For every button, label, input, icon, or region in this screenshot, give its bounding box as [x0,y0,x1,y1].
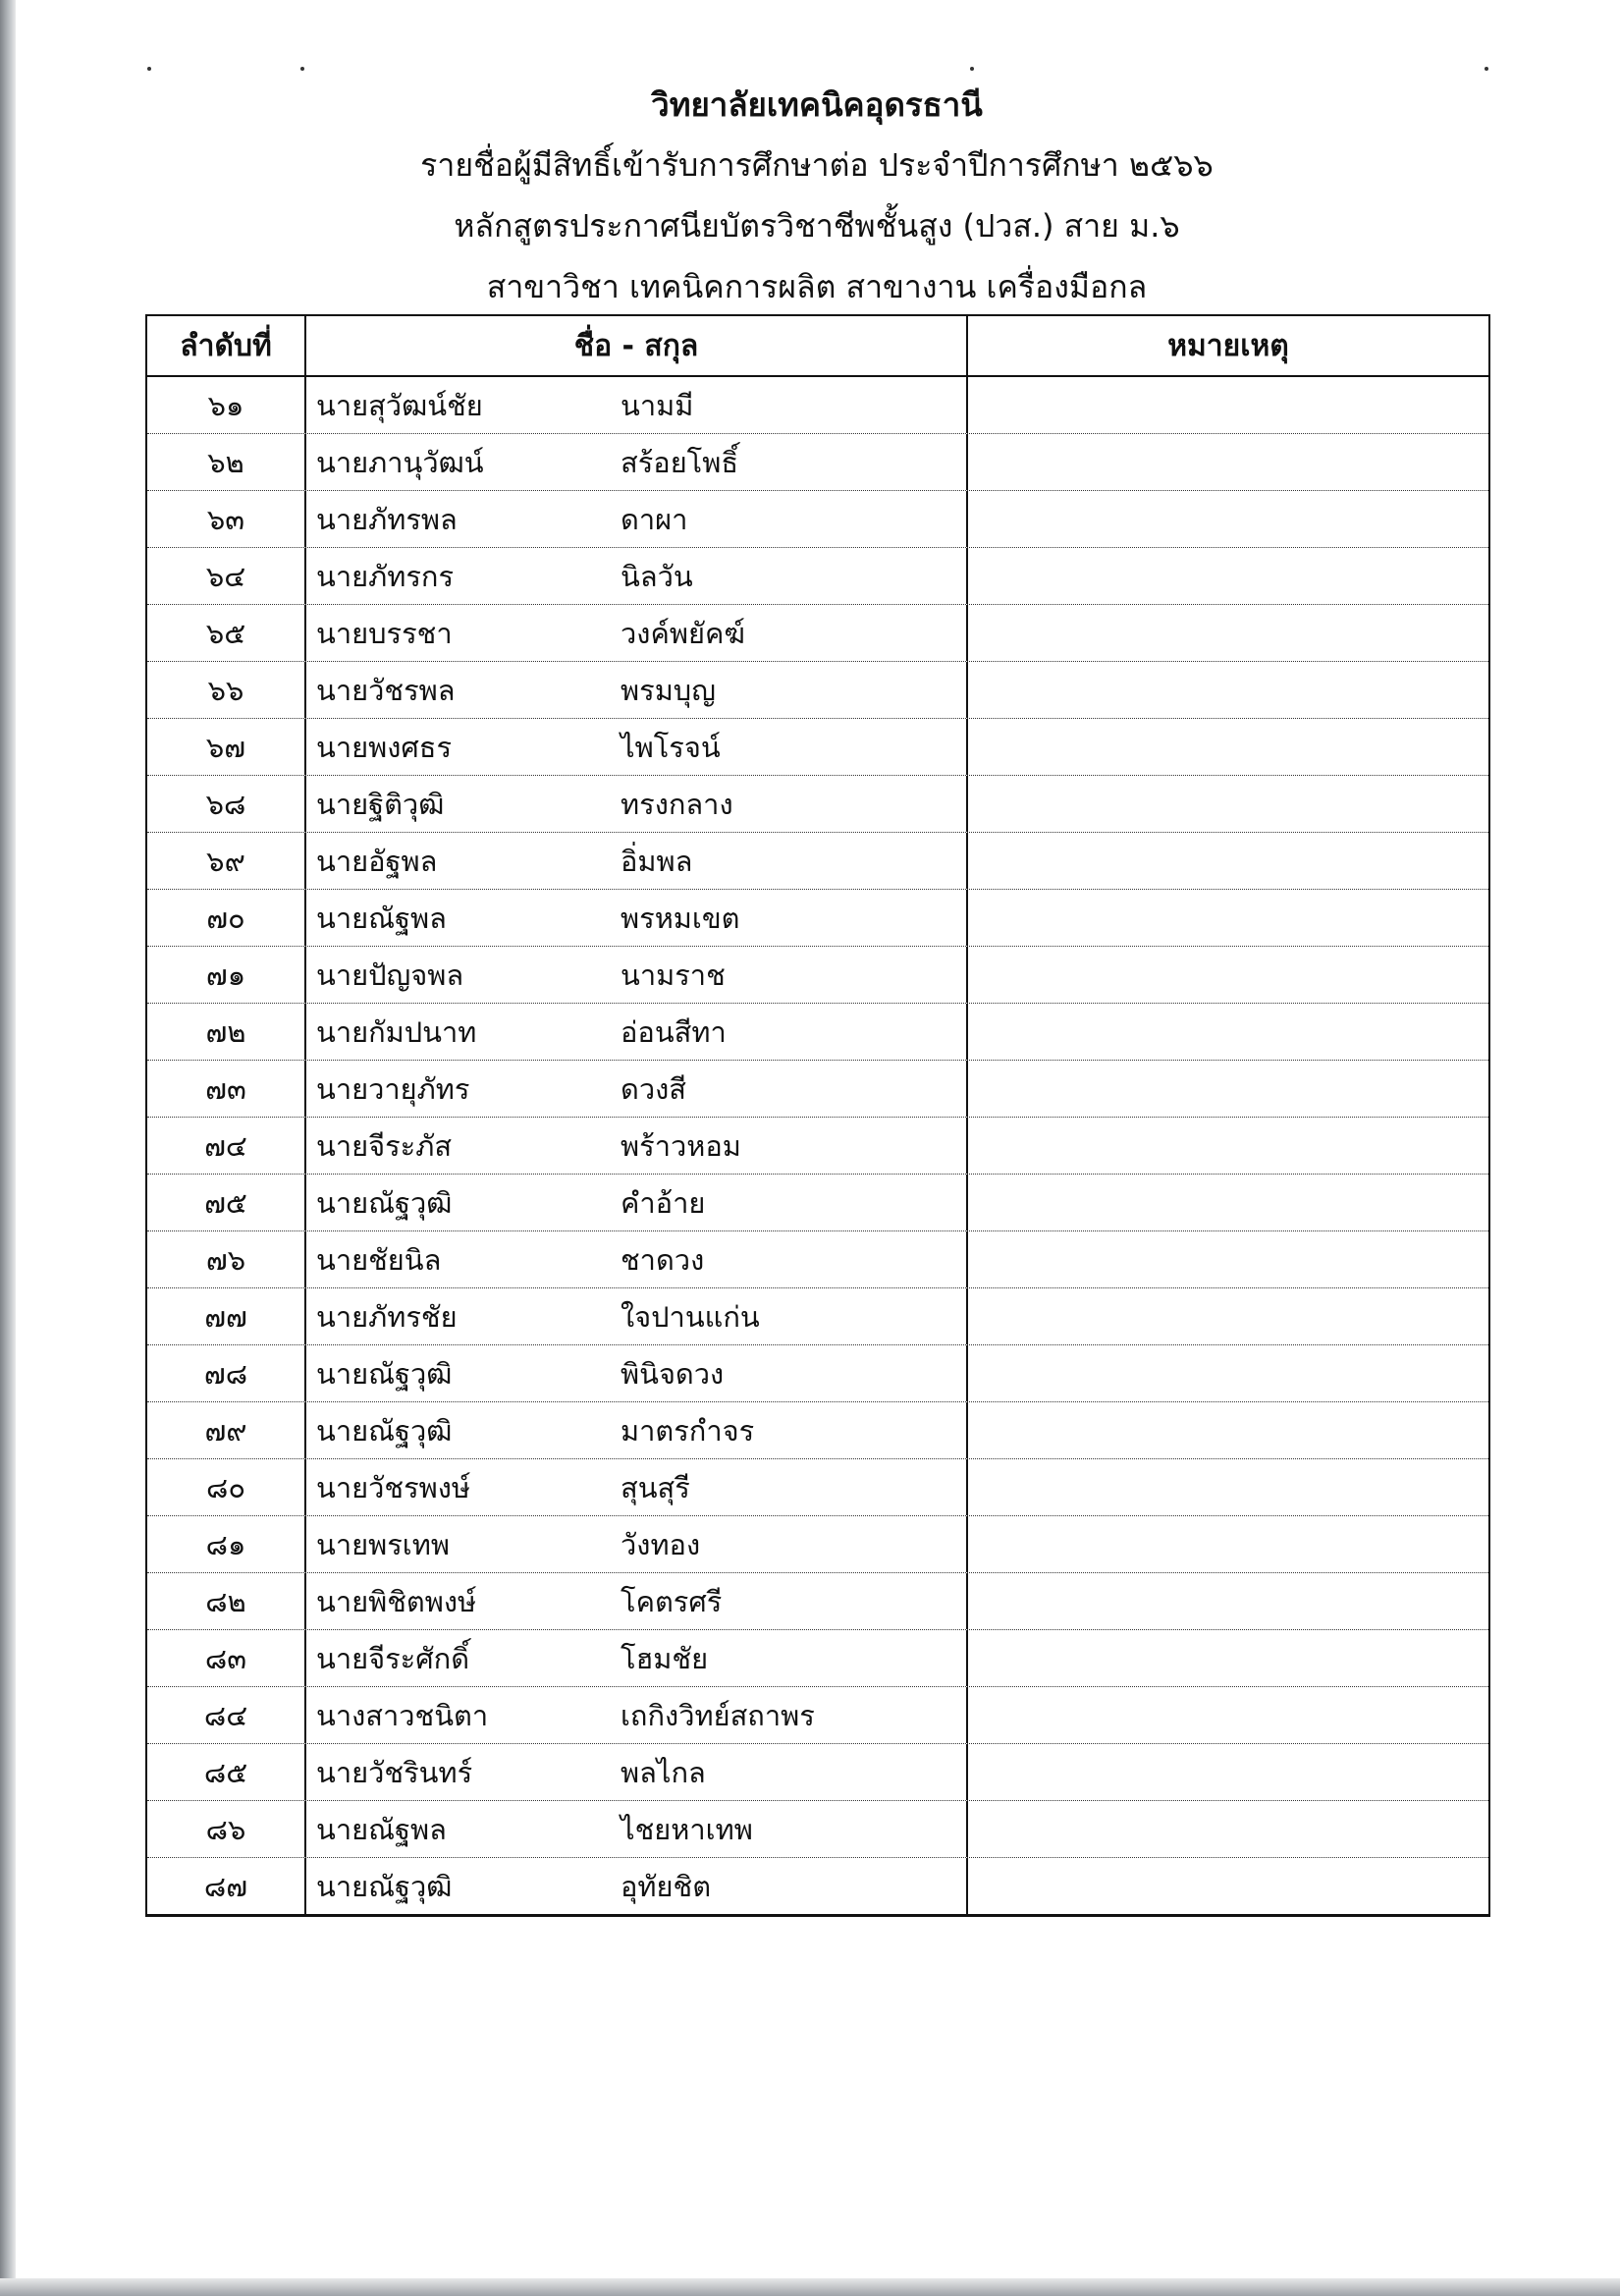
table-row [147,434,1488,491]
first-name: นายพรเทพ [316,1527,450,1561]
document-title: วิทยาลัยเทคนิคอุดรธานี [651,85,983,124]
row-number: ๖๖ [147,662,306,718]
scan-speck [970,67,974,71]
last-name: นิลวัน [621,559,693,593]
first-name: นายณัฐพล [316,1812,447,1846]
table-row [147,1687,1488,1744]
remark-cell [968,1459,1488,1515]
first-name: นายบรรชา [316,616,453,650]
remark-cell [968,1801,1488,1857]
first-name: นายภัทรชัย [316,1299,458,1334]
last-name: ไพโรจน์ [621,730,721,764]
full-name-cell [306,1801,968,1857]
full-name-cell [306,662,968,718]
first-name: นายวัชรินทร์ [316,1755,473,1789]
table-row [147,1231,1488,1288]
first-name: นายวัชรพงษ์ [316,1470,471,1504]
first-name: นายณัฐวุฒิ [316,1356,453,1391]
table-header-row [147,316,1488,377]
last-name: นามราช [621,957,726,992]
first-name: นายณัฐพล [316,901,447,935]
scan-left-edge [0,0,16,2296]
full-name-cell [306,1231,968,1287]
table-row [147,776,1488,833]
row-number: ๗๖ [147,1231,306,1287]
remark-cell [968,605,1488,661]
last-name: โฮมชัย [621,1641,709,1675]
table-row [147,1061,1488,1118]
last-name: ไชยหาเทพ [621,1812,753,1846]
last-name: ชาดวง [621,1242,705,1277]
full-name-cell [306,1175,968,1230]
table-row [147,1345,1488,1402]
row-number: ๖๘ [147,776,306,832]
scan-speck [147,67,151,71]
remark-cell [968,1175,1488,1230]
remark-cell [968,1402,1488,1458]
program-line: หลักสูตรประกาศนียบัตรวิชาชีพชั้นสูง (ปวส.) สาย ม.๖ [454,207,1180,245]
first-name: นายณัฐวุฒิ [316,1413,453,1448]
column-header-number: ลำดับที่ [147,316,306,375]
first-name: นายภานุวัฒน์ [316,445,484,479]
department-line: สาขาวิชา เทคนิคการผลิต สาขางาน เครื่องมือกล [486,268,1148,305]
table-row [147,1459,1488,1516]
full-name-cell [306,1118,968,1174]
table-row [147,377,1488,434]
table-row [147,1004,1488,1061]
last-name: พรมบุญ [621,673,716,707]
first-name: นายวายุภัทร [316,1071,470,1106]
last-name: คำอ้าย [621,1185,706,1220]
last-name: โคตรศรี [621,1584,723,1618]
table-row [147,491,1488,548]
row-number: ๗๑ [147,947,306,1003]
last-name: มาตรกำจร [621,1413,755,1448]
full-name-cell [306,1004,968,1060]
first-name: นายจีระศักดิ์ [316,1641,470,1675]
first-name: นายพงศธร [316,730,453,764]
last-name: อ่อนสีทา [621,1014,727,1049]
table-row [147,1118,1488,1175]
scan-speck [300,67,304,71]
full-name-cell [306,1345,968,1401]
first-name: นายพิชิตพงษ์ [316,1584,477,1618]
row-number: ๗๕ [147,1175,306,1230]
row-number: ๘๑ [147,1516,306,1572]
table-row [147,719,1488,776]
row-number: ๗๙ [147,1402,306,1458]
remark-cell [968,947,1488,1003]
scan-speck [1485,67,1488,71]
first-name: นายจีระภัส [316,1128,453,1163]
full-name-cell [306,719,968,775]
table-row [147,1516,1488,1573]
last-name: อุทัยชิต [621,1869,712,1903]
first-name: นายณัฐวุฒิ [316,1869,453,1903]
row-number: ๖๒ [147,434,306,490]
first-name: นายฐิติวุฒิ [316,787,445,821]
column-header-remark: หมายเหตุ [1167,328,1289,363]
last-name: พลไกล [621,1755,706,1789]
last-name: สร้อยโพธิ์ [621,445,739,479]
row-number: ๗๗ [147,1288,306,1344]
remark-cell [968,1004,1488,1060]
first-name: นายวัชรพล [316,673,456,707]
remark-cell [968,1288,1488,1344]
last-name: วังทอง [621,1527,701,1561]
table-row [147,1858,1488,1917]
full-name-cell [306,1288,968,1344]
row-number: ๗๐ [147,890,306,946]
row-number: ๖๓ [147,491,306,547]
row-number: ๘๗ [147,1858,306,1914]
last-name: อิ่มพล [621,844,693,878]
first-name: นายปัญจพล [316,957,464,992]
remark-cell [968,662,1488,718]
full-name-cell [306,890,968,946]
full-name-cell [306,605,968,661]
full-name-cell [306,1459,968,1515]
table-row [147,1175,1488,1231]
remark-cell [968,890,1488,946]
last-name: นามมี [621,388,694,422]
row-number: ๖๙ [147,833,306,889]
scan-bottom-edge [0,2278,1620,2296]
row-number: ๗๒ [147,1004,306,1060]
remark-cell [968,776,1488,832]
table-row [147,605,1488,662]
remark-cell [968,434,1488,490]
full-name-cell [306,1061,968,1117]
last-name: สุนสุรี [621,1470,690,1504]
row-number: ๗๓ [147,1061,306,1117]
last-name: พรหมเขต [621,901,740,935]
full-name-cell [306,947,968,1003]
remark-cell [968,833,1488,889]
last-name: ใจปานแก่น [621,1299,760,1334]
full-name-cell [306,776,968,832]
remark-cell [968,1345,1488,1401]
last-name: ดวงสี [621,1071,686,1106]
row-number: ๘๕ [147,1744,306,1800]
remark-cell [968,1744,1488,1800]
remark-cell [968,1858,1488,1914]
full-name-cell [306,377,968,433]
full-name-cell [306,1858,968,1914]
full-name-cell [306,1744,968,1800]
table-row [147,1801,1488,1858]
remark-cell [968,548,1488,604]
table-row [147,1402,1488,1459]
remark-cell [968,1573,1488,1629]
remark-cell [968,1687,1488,1743]
last-name: ดาผา [621,502,688,536]
row-number: ๖๕ [147,605,306,661]
first-name: นายณัฐวุฒิ [316,1185,453,1220]
first-name: นายชัยนิล [316,1242,442,1277]
last-name: พินิจดวง [621,1356,725,1391]
table-row [147,1744,1488,1801]
full-name-cell [306,1687,968,1743]
row-number: ๖๗ [147,719,306,775]
remark-cell [968,719,1488,775]
row-number: ๖๑ [147,377,306,433]
full-name-cell [306,1402,968,1458]
full-name-cell [306,548,968,604]
table-row [147,947,1488,1004]
row-number: ๘๓ [147,1630,306,1686]
last-name: พร้าวหอม [621,1128,741,1163]
remark-cell [968,1630,1488,1686]
table-row [147,890,1488,947]
document-subtitle: รายชื่อผู้มีสิทธิ์เข้ารับการศึกษาต่อ ประจำปีการศึกษา ๒๕๖๖ [420,146,1214,184]
remark-cell [968,1118,1488,1174]
table-row [147,1630,1488,1687]
remark-cell [968,1516,1488,1572]
remark-cell [968,1061,1488,1117]
full-name-cell [306,833,968,889]
student-table [145,314,1490,1917]
last-name: วงค์พยัคฆ์ [621,616,745,650]
table-row [147,662,1488,719]
table-row [147,1573,1488,1630]
table-row [147,1288,1488,1345]
table-row [147,833,1488,890]
first-name: นางสาวชนิตา [316,1698,489,1732]
first-name: นายภัทรพล [316,502,458,536]
row-number: ๘๔ [147,1687,306,1743]
row-number: ๘๖ [147,1801,306,1857]
full-name-cell [306,1516,968,1572]
full-name-cell [306,491,968,547]
first-name: นายสุวัฒน์ชัย [316,388,483,422]
full-name-cell [306,1573,968,1629]
full-name-cell [306,434,968,490]
row-number: ๘๒ [147,1573,306,1629]
row-number: ๘๐ [147,1459,306,1515]
remark-cell [968,1231,1488,1287]
first-name: นายกัมปนาท [316,1014,477,1049]
last-name: เถกิงวิทย์สถาพร [621,1698,815,1732]
remark-cell [968,377,1488,433]
last-name: ทรงกลาง [621,787,733,821]
row-number: ๖๔ [147,548,306,604]
first-name: นายภัทรกร [316,559,455,593]
full-name-cell [306,1630,968,1686]
table-row [147,548,1488,605]
row-number: ๗๔ [147,1118,306,1174]
column-header-name: ชื่อ - สกุล [306,316,968,375]
row-number: ๗๘ [147,1345,306,1401]
first-name: นายอัฐพล [316,844,438,878]
remark-cell [968,491,1488,547]
